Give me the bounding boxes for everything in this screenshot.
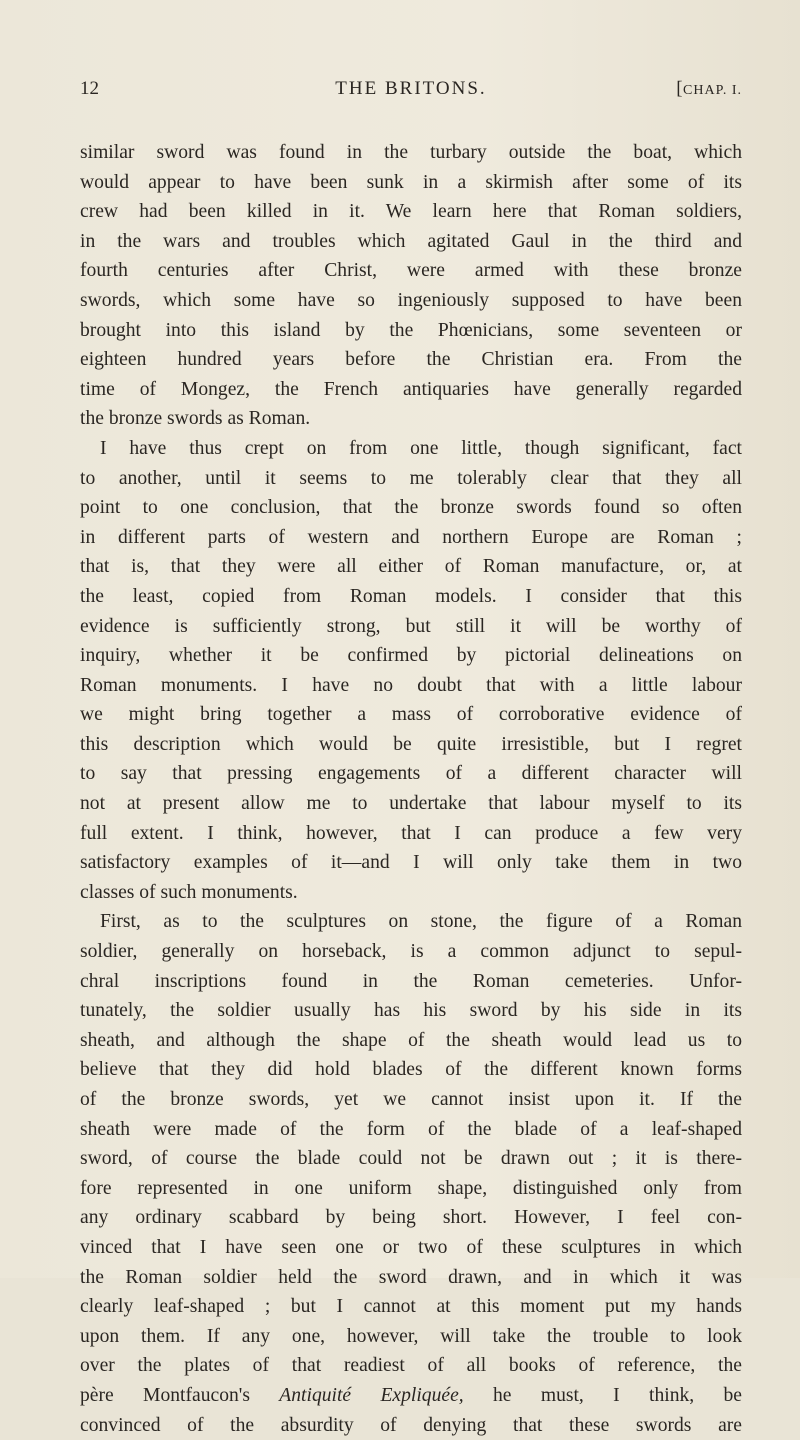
text-line: eighteen hundred years before the Christian era. From the <box>80 349 742 371</box>
text-line: sword, of course the blade could not be drawn out ; it is there- <box>80 1148 742 1170</box>
text-line: fourth centuries after Christ, were armed with these bronze <box>80 260 742 282</box>
chapter-reference: [CHAP. I. <box>676 78 742 99</box>
text-line: vinced that I have seen one or two of these sculptures in which <box>80 1236 742 1258</box>
text-line: point to one conclusion, that the bronze swords found so often <box>80 497 742 519</box>
text-line: soldier, generally on horseback, is a common adjunct to sepul- <box>80 941 742 963</box>
text-line: inquiry, whether it be confirmed by pictorial delineations on <box>80 645 742 667</box>
text-line: the least, copied from Roman models. I consider that this <box>80 585 742 607</box>
chapter-label: CHAP. I. <box>683 83 742 98</box>
text-line: sheath were made of the form of the blade of a leaf-shaped <box>80 1118 742 1140</box>
text-line: we might bring together a mass of corroborative evidence of <box>80 704 742 726</box>
text-line: that is, that they were all either of Roman manufacture, or, at <box>80 556 742 578</box>
text-line: full extent. I think, however, that I can produce a few very <box>80 822 742 844</box>
text-line: to say that pressing engagements of a different character will <box>80 763 742 785</box>
text-line: chral inscriptions found in the Roman cemeteries. Unfor- <box>80 970 742 992</box>
text-line: upon them. If any one, however, will take the trouble to look <box>80 1325 742 1347</box>
text-line: in different parts of western and northern Europe are Roman ; <box>80 526 742 548</box>
text-line: Roman monuments. I have no doubt that with a little labour <box>80 674 742 696</box>
text-line: to another, until it seems to me tolerably clear that they all <box>80 467 742 489</box>
text-line: clearly leaf-shaped ; but I cannot at this moment put my hands <box>80 1296 742 1318</box>
text-line-with-title: père Montfaucon's Antiquité Expliquée, he must, I think, be <box>80 1384 742 1406</box>
text-line: sheath, and although the shape of the sheath would lead us to <box>80 1029 742 1051</box>
page-number: 12 <box>80 78 99 99</box>
text-line: classes of such monuments. <box>80 881 298 903</box>
text-line: the Roman soldier held the sword drawn, and in which it was <box>80 1266 742 1288</box>
paragraph-start-line: I have thus crept on from one little, though significant, fact <box>100 437 742 459</box>
running-title: THE BRITONS. <box>335 78 487 99</box>
text-line: the bronze swords as Roman. <box>80 408 311 430</box>
book-title: Antiquité Expliquée, <box>279 1384 464 1406</box>
text-line: over the plates of that readiest of all books of reference, the <box>80 1355 742 1377</box>
text-line: believe that they did hold blades of the different known forms <box>80 1059 742 1081</box>
text-line: similar sword was found in the turbary outside the boat, which <box>80 142 742 163</box>
text-line: not at present allow me to undertake that labour myself to its <box>80 793 742 815</box>
text-line: time of Mongez, the French antiquaries have generally regarded <box>80 378 742 400</box>
text-line: convinced of the absurdity of denying that these swords are <box>80 1414 742 1436</box>
paragraph-start-line: First, as to the sculptures on stone, the figure of a Roman <box>100 911 742 933</box>
text-line: brought into this island by the Phœnicians, some seventeen or <box>80 319 742 341</box>
body-text <box>80 138 742 1440</box>
text-line: evidence is sufficiently strong, but still it will be worthy of <box>80 615 742 637</box>
text-line: of the bronze swords, yet we cannot insist upon it. If the <box>80 1089 742 1110</box>
text-line: satisfactory examples of it—and I will only take them in two <box>80 852 742 874</box>
text-line: any ordinary scabbard by being short. However, I feel con- <box>80 1207 742 1229</box>
text-line: tunately, the soldier usually has his sword by his side in its <box>80 1000 742 1022</box>
text-line: this description which would be quite irresistible, but I regret <box>80 733 742 755</box>
text-line: fore represented in one uniform shape, distinguished only from <box>80 1177 742 1199</box>
text-line: would appear to have been sunk in a skirmish after some of its <box>80 171 742 193</box>
text-line: crew had been killed in it. We learn here that Roman soldiers, <box>80 201 742 223</box>
text-line: in the wars and troubles which agitated Gaul in the third and <box>80 230 742 252</box>
text-line: swords, which some have so ingeniously supposed to have been <box>80 289 742 311</box>
running-header <box>80 78 742 108</box>
